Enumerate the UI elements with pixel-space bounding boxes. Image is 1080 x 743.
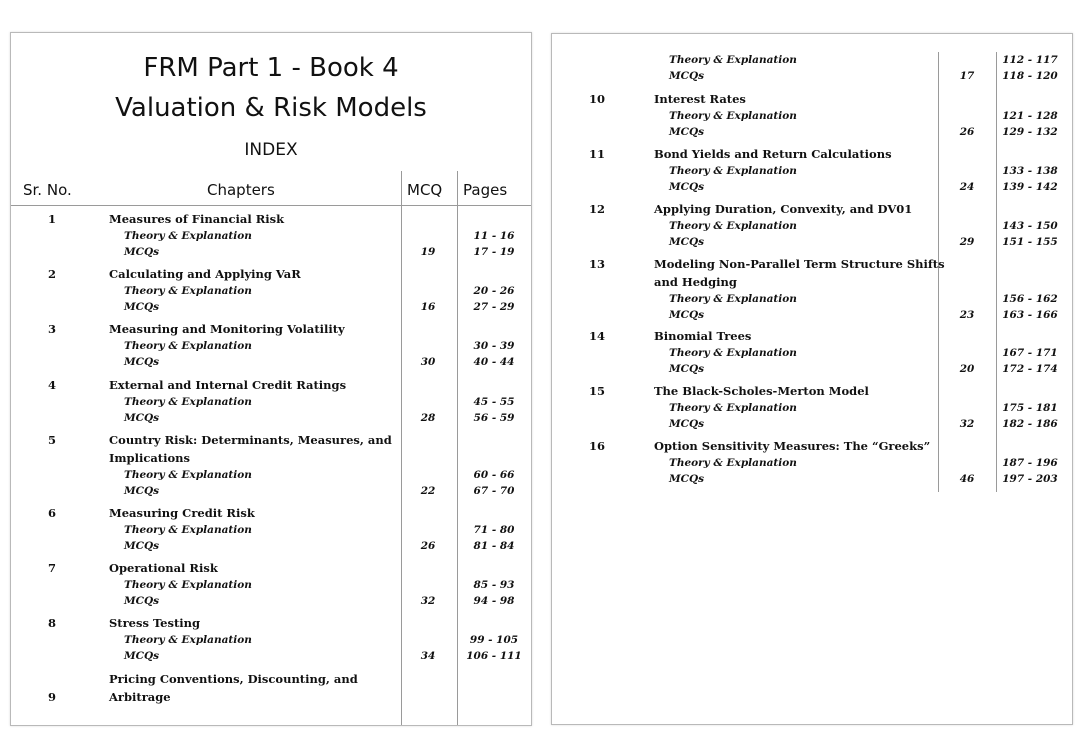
mcq-label: MCQs <box>124 485 160 497</box>
theory-label: Theory & Explanation <box>124 579 252 591</box>
chapter-number: 7 <box>47 561 56 575</box>
mcq-label: MCQs <box>124 246 160 258</box>
column-header-chapters: Chapters <box>207 181 275 199</box>
chapter-title: Applying Duration, Convexity, and DV01 <box>654 202 913 216</box>
column-header-mcq: MCQ <box>407 181 443 199</box>
theory-pages: 187 - 196 <box>1002 457 1058 469</box>
mcq-count: 24 <box>959 181 975 193</box>
mcq-pages: 67 - 70 <box>473 485 515 497</box>
chapter-number: 15 <box>588 384 605 398</box>
mcq-label: MCQs <box>124 356 160 368</box>
column-divider-pages <box>996 52 997 492</box>
mcq-pages: 56 - 59 <box>473 412 515 424</box>
index-page-right <box>551 33 1073 725</box>
theory-pages: 175 - 181 <box>1002 402 1058 414</box>
mcq-count: 16 <box>420 301 436 313</box>
mcq-label: MCQs <box>124 301 160 313</box>
mcq-pages: 163 - 166 <box>1002 309 1058 321</box>
chapter-number: 4 <box>47 378 56 392</box>
mcq-count: 34 <box>420 650 436 662</box>
theory-label: Theory & Explanation <box>669 54 797 66</box>
theory-pages: 11 - 16 <box>473 230 515 242</box>
theory-pages: 30 - 39 <box>473 340 515 352</box>
index-page-left <box>10 32 532 726</box>
chapter-number: 8 <box>47 616 56 630</box>
chapter-title: Country Risk: Determinants, Measures, and <box>109 433 392 447</box>
chapter-title: Measuring and Monitoring Volatility <box>109 322 345 336</box>
mcq-count: 32 <box>959 418 975 430</box>
mcq-label: MCQs <box>124 540 160 552</box>
mcq-count: 28 <box>420 412 436 424</box>
mcq-pages: 197 - 203 <box>1002 473 1058 485</box>
theory-pages: 85 - 93 <box>473 579 515 591</box>
theory-pages: 20 - 26 <box>473 285 515 297</box>
column-header-pages: Pages <box>463 181 508 199</box>
mcq-pages: 172 - 174 <box>1002 363 1058 375</box>
mcq-count: 30 <box>420 356 436 368</box>
book-title: FRM Part 1 - Book 4 <box>143 53 399 83</box>
theory-label: Theory & Explanation <box>669 110 797 122</box>
mcq-count: 29 <box>959 236 975 248</box>
column-divider-mcq <box>401 171 402 725</box>
mcq-pages: 40 - 44 <box>473 356 515 368</box>
mcq-label: MCQs <box>669 126 705 138</box>
mcq-pages: 27 - 29 <box>473 301 515 313</box>
mcq-label: MCQs <box>669 309 705 321</box>
mcq-count: 17 <box>959 70 975 82</box>
chapter-number: 12 <box>588 202 605 216</box>
mcq-label: MCQs <box>124 595 160 607</box>
chapter-number: 11 <box>588 147 605 161</box>
chapter-title: Implications <box>109 451 190 465</box>
mcq-pages: 139 - 142 <box>1002 181 1058 193</box>
mcq-count: 20 <box>959 363 975 375</box>
theory-label: Theory & Explanation <box>124 396 252 408</box>
theory-label: Theory & Explanation <box>124 469 252 481</box>
theory-pages: 60 - 66 <box>473 469 515 481</box>
mcq-pages: 17 - 19 <box>473 246 515 258</box>
mcq-label: MCQs <box>124 650 160 662</box>
theory-label: Theory & Explanation <box>669 457 797 469</box>
mcq-label: MCQs <box>669 418 705 430</box>
index-heading: INDEX <box>244 140 298 160</box>
theory-label: Theory & Explanation <box>124 524 252 536</box>
theory-label: Theory & Explanation <box>669 293 797 305</box>
chapter-number: 2 <box>47 267 56 281</box>
mcq-count: 22 <box>420 485 436 497</box>
theory-pages: 121 - 128 <box>1002 110 1058 122</box>
mcq-count: 19 <box>420 246 436 258</box>
mcq-pages: 129 - 132 <box>1002 126 1058 138</box>
theory-label: Theory & Explanation <box>669 165 797 177</box>
mcq-pages: 81 - 84 <box>473 540 515 552</box>
chapter-title: Bond Yields and Return Calculations <box>654 147 892 161</box>
chapter-title: The Black-Scholes-Merton Model <box>654 384 869 398</box>
theory-pages: 143 - 150 <box>1002 220 1058 232</box>
mcq-pages: 106 - 111 <box>466 650 522 662</box>
mcq-label: MCQs <box>124 412 160 424</box>
theory-pages: 45 - 55 <box>473 396 515 408</box>
chapter-title: Arbitrage <box>109 690 171 704</box>
chapter-title: and Hedging <box>654 275 737 289</box>
column-divider-mcq <box>938 52 939 492</box>
mcq-count: 46 <box>959 473 975 485</box>
mcq-count: 26 <box>420 540 436 552</box>
chapter-number: 13 <box>588 257 605 271</box>
chapter-title: Interest Rates <box>654 92 746 106</box>
mcq-pages: 118 - 120 <box>1002 70 1058 82</box>
theory-label: Theory & Explanation <box>124 230 252 242</box>
chapter-number: 16 <box>588 439 605 453</box>
theory-label: Theory & Explanation <box>669 402 797 414</box>
chapter-number: 14 <box>588 329 605 343</box>
chapter-title: Measures of Financial Risk <box>109 212 285 226</box>
theory-label: Theory & Explanation <box>669 347 797 359</box>
chapter-title: Modeling Non-Parallel Term Structure Shifts <box>654 257 945 271</box>
book-subtitle: Valuation & Risk Models <box>115 93 427 123</box>
mcq-label: MCQs <box>669 363 705 375</box>
mcq-label: MCQs <box>669 70 705 82</box>
mcq-count: 26 <box>959 126 975 138</box>
header-divider <box>11 205 531 206</box>
theory-pages: 71 - 80 <box>473 524 515 536</box>
mcq-pages: 182 - 186 <box>1002 418 1058 430</box>
theory-label: Theory & Explanation <box>669 220 797 232</box>
chapter-title: Stress Testing <box>109 616 201 630</box>
chapter-number: 6 <box>47 506 56 520</box>
theory-pages: 99 - 105 <box>469 634 519 646</box>
chapter-number: 9 <box>47 690 56 704</box>
chapter-title: Pricing Conventions, Discounting, and <box>109 672 358 686</box>
theory-pages: 156 - 162 <box>1002 293 1058 305</box>
mcq-pages: 94 - 98 <box>473 595 515 607</box>
chapter-title: Measuring Credit Risk <box>109 506 255 520</box>
theory-pages: 112 - 117 <box>1002 54 1058 66</box>
theory-label: Theory & Explanation <box>124 285 252 297</box>
theory-label: Theory & Explanation <box>124 634 252 646</box>
chapter-title: Binomial Trees <box>654 329 752 343</box>
mcq-label: MCQs <box>669 473 705 485</box>
column-divider-pages <box>457 171 458 725</box>
mcq-label: MCQs <box>669 181 705 193</box>
theory-label: Theory & Explanation <box>124 340 252 352</box>
chapter-title: External and Internal Credit Ratings <box>109 378 347 392</box>
chapter-title: Calculating and Applying VaR <box>109 267 301 281</box>
mcq-count: 23 <box>959 309 975 321</box>
mcq-pages: 151 - 155 <box>1002 236 1058 248</box>
chapter-title: Option Sensitivity Measures: The “Greeks” <box>654 439 931 453</box>
chapter-number: 1 <box>47 212 56 226</box>
chapter-number: 10 <box>588 92 605 106</box>
chapter-number: 5 <box>47 433 56 447</box>
theory-pages: 167 - 171 <box>1002 347 1058 359</box>
mcq-count: 32 <box>420 595 436 607</box>
chapter-title: Operational Risk <box>109 561 218 575</box>
theory-pages: 133 - 138 <box>1002 165 1058 177</box>
mcq-label: MCQs <box>669 236 705 248</box>
column-header-sr-no: Sr. No. <box>23 181 72 199</box>
chapter-number: 3 <box>47 322 56 336</box>
